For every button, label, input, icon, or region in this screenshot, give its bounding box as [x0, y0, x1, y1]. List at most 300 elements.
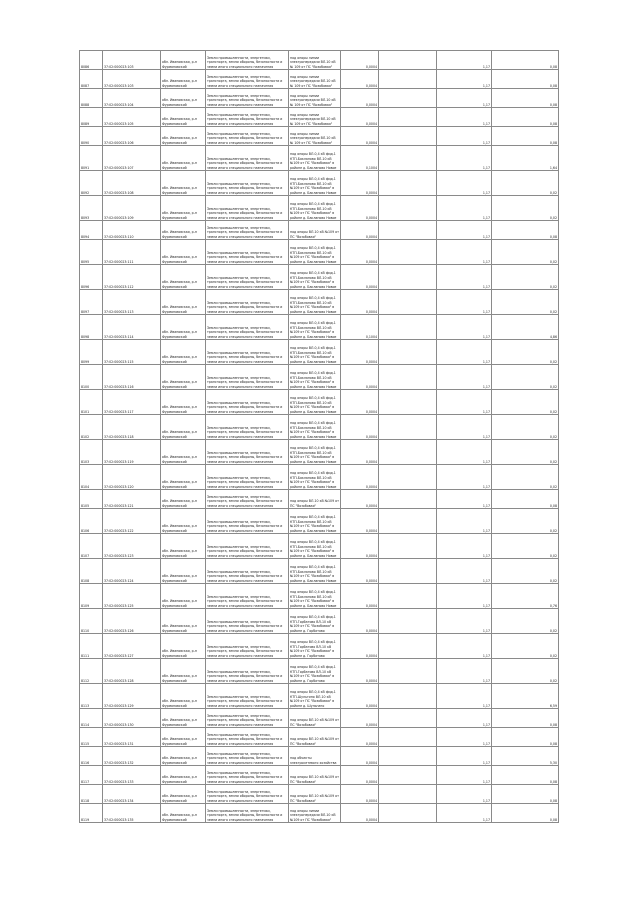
object-description: под опоры ВЛ-10 кВ №109 от ПС "Возобовая" — [289, 709, 341, 728]
cadastral-number: 37:02:000023:127 — [103, 634, 161, 659]
tax-value: 0,08 — [492, 490, 559, 509]
rate-value: 1,17 — [437, 240, 492, 265]
rate-value: 1,17 — [437, 747, 492, 766]
row-number: 8115 — [80, 728, 103, 747]
area-value: 0,0004 — [341, 340, 379, 365]
empty-cell — [379, 290, 437, 315]
table-row — [80, 804, 559, 823]
area-value: 0,0004 — [341, 70, 379, 89]
cadastral-number: 37:02:000023:103 — [103, 70, 161, 89]
object-description: под опоры ВЛ-10 кВ №109 от ПС "Возобовая" — [289, 728, 341, 747]
area-value: 0,1004 — [341, 146, 379, 171]
tax-value: 0,08 — [492, 108, 559, 127]
area-value: 0,0004 — [341, 51, 379, 70]
area-value: 0,0004 — [341, 440, 379, 465]
land-category: Земли промышленности, энергетики, транспорта, земли обороны, безопасности и земли иного специального назначения — [206, 51, 289, 70]
tax-value: 0,02 — [492, 390, 559, 415]
empty-cell — [379, 390, 437, 415]
object-description: под опоры ВЛ-0,4 кВ фид.1 КТП-Бакланово ВЛ-10 кВ №109 от ПС "Возобовая" в районе д. Бакланово Новое — [289, 365, 341, 390]
address: обл. Ивановская, р-н Фурмановский — [161, 747, 206, 766]
land-category: Земли промышленности, энергетики, транспорта, земли обороны, безопасности и земли иного специального назначения — [206, 70, 289, 89]
row-number: 8089 — [80, 108, 103, 127]
empty-cell — [379, 171, 437, 196]
tax-value: 0,08 — [492, 804, 559, 823]
address: обл. Ивановская, р-н Фурмановский — [161, 684, 206, 709]
row-number: 8096 — [80, 265, 103, 290]
area-value: 0,1004 — [341, 315, 379, 340]
row-number: 8095 — [80, 240, 103, 265]
row-number: 8093 — [80, 196, 103, 221]
tax-value: 0,76 — [492, 584, 559, 609]
empty-cell — [379, 365, 437, 390]
land-category: Земли промышленности, энергетики, транспорта, земли обороны, безопасности и земли иного специального назначения — [206, 804, 289, 823]
empty-cell — [379, 659, 437, 684]
row-number: 8092 — [80, 171, 103, 196]
land-category: Земли промышленности, энергетики, транспорта, земли обороны, безопасности и земли иного специального назначения — [206, 766, 289, 785]
empty-cell — [379, 240, 437, 265]
row-number: 8097 — [80, 290, 103, 315]
row-number: 8116 — [80, 747, 103, 766]
empty-cell — [379, 127, 437, 146]
table-row — [80, 146, 559, 171]
object-description: под опоры линии электропередачи ВЛ-10 кВ № 109 от ПС "Возобовая" — [289, 108, 341, 127]
tax-value: 0,02 — [492, 440, 559, 465]
empty-cell — [379, 70, 437, 89]
cadastral-number: 37:02:000023:110 — [103, 221, 161, 240]
row-number: 8086 — [80, 51, 103, 70]
land-category: Земли промышленности, энергетики, транспорта, земли обороны, безопасности и земли иного специального назначения — [206, 728, 289, 747]
rate-value: 1,17 — [437, 634, 492, 659]
tax-value: 4,86 — [492, 315, 559, 340]
address: обл. Ивановская, р-н Фурмановский — [161, 490, 206, 509]
tax-value: 0,02 — [492, 634, 559, 659]
cadastral-number: 37:02:000023:105 — [103, 108, 161, 127]
empty-cell — [379, 804, 437, 823]
address: обл. Ивановская, р-н Фурмановский — [161, 609, 206, 634]
empty-cell — [379, 440, 437, 465]
table-row — [80, 265, 559, 290]
cadastral-number: 37:02:000023:117 — [103, 390, 161, 415]
object-description: под опоры ВЛ-10 кВ №109 от ПС "Возобовая" — [289, 766, 341, 785]
area-value: 0,0004 — [341, 196, 379, 221]
empty-cell — [379, 609, 437, 634]
land-category: Земли промышленности, энергетики, транспорта, земли обороны, безопасности и земли иного специального назначения — [206, 709, 289, 728]
address: обл. Ивановская, р-н Фурмановский — [161, 108, 206, 127]
rate-value: 1,17 — [437, 315, 492, 340]
cadastral-number: 37:02:000023:115 — [103, 340, 161, 365]
table-row — [80, 70, 559, 89]
cadastral-number: 37:02:000023:123 — [103, 534, 161, 559]
land-category: Земли промышленности, энергетики, транспорта, земли обороны, безопасности и земли иного специального назначения — [206, 634, 289, 659]
row-number: 8104 — [80, 465, 103, 490]
empty-cell — [379, 108, 437, 127]
land-category: Земли промышленности, энергетики, транспорта, земли обороны, безопасности и земли иного специального назначения — [206, 490, 289, 509]
rate-value: 1,17 — [437, 584, 492, 609]
tax-value: 0,08 — [492, 709, 559, 728]
row-number: 8098 — [80, 315, 103, 340]
table-row — [80, 221, 559, 240]
rate-value: 1,17 — [437, 390, 492, 415]
land-category: Земли промышленности, энергетики, транспорта, земли обороны, безопасности и земли иного специального назначения — [206, 785, 289, 804]
land-category: Земли промышленности, энергетики, транспорта, земли обороны, безопасности и земли иного специального назначения — [206, 509, 289, 534]
address: обл. Ивановская, р-н Фурмановский — [161, 365, 206, 390]
tax-value: 0,08 — [492, 766, 559, 785]
table-row — [80, 390, 559, 415]
table-row — [80, 196, 559, 221]
land-category: Земли промышленности, энергетики, транспорта, земли обороны, безопасности и земли иного специального назначения — [206, 108, 289, 127]
tax-value: 1,64 — [492, 146, 559, 171]
table-row — [80, 766, 559, 785]
tax-value: 0,02 — [492, 365, 559, 390]
cadastral-number: 37:02:000023:111 — [103, 240, 161, 265]
object-description: под опоры ВЛ-0,4 кВ фид.1 КТП-Бакланово ВЛ-10 кВ №109 от ПС "Возобовая" в районе д. Бакланово Новое — [289, 196, 341, 221]
tax-value: 0,02 — [492, 534, 559, 559]
tax-value: 0,02 — [492, 196, 559, 221]
empty-cell — [379, 265, 437, 290]
rate-value: 1,17 — [437, 766, 492, 785]
tax-value: 0,08 — [492, 70, 559, 89]
row-number: 8091 — [80, 146, 103, 171]
land-category: Земли промышленности, энергетики, транспорта, земли обороны, безопасности и земли иного специального назначения — [206, 290, 289, 315]
cadastral-number: 37:02:000023:133 — [103, 766, 161, 785]
address: обл. Ивановская, р-н Фурмановский — [161, 465, 206, 490]
empty-cell — [379, 584, 437, 609]
cadastral-number: 37:02:000023:125 — [103, 584, 161, 609]
area-value: 0,0004 — [341, 659, 379, 684]
address: обл. Ивановская, р-н Фурмановский — [161, 221, 206, 240]
rate-value: 1,17 — [437, 146, 492, 171]
rate-value: 1,17 — [437, 659, 492, 684]
table-row — [80, 509, 559, 534]
row-number: 8088 — [80, 89, 103, 108]
address: обл. Ивановская, р-н Фурмановский — [161, 390, 206, 415]
table-row — [80, 785, 559, 804]
rate-value: 1,17 — [437, 490, 492, 509]
row-number: 8094 — [80, 221, 103, 240]
cadastral-number: 37:02:000023:118 — [103, 415, 161, 440]
rate-value: 1,17 — [437, 509, 492, 534]
empty-cell — [379, 465, 437, 490]
rate-value: 1,17 — [437, 804, 492, 823]
address: обл. Ивановская, р-н Фурмановский — [161, 240, 206, 265]
object-description: под опоры линии электропередачи ВЛ-10 кВ №109 от ПС "Возобовая" — [289, 804, 341, 823]
object-description: под опоры ВЛ-0,4 кВ фид.1 КТП-Бакланово ВЛ-10 кВ №109 от ПС "Возобовая" в районе д. Бакланово Новое — [289, 340, 341, 365]
rate-value: 1,17 — [437, 684, 492, 709]
empty-cell — [379, 766, 437, 785]
row-number: 8113 — [80, 684, 103, 709]
tax-value: 5,30 — [492, 747, 559, 766]
address: обл. Ивановская, р-н Фурмановский — [161, 340, 206, 365]
address: обл. Ивановская, р-н Фурмановский — [161, 196, 206, 221]
object-description: под опоры ВЛ-0,4 кВ фид.1 КТП-Горбатово ВЛ-10 кВ №109 от ПС "Возобовая" в районе д. Горбатово — [289, 609, 341, 634]
row-number: 8106 — [80, 509, 103, 534]
area-value: 0,0004 — [341, 785, 379, 804]
cadastral-number: 37:02:000023:135 — [103, 804, 161, 823]
land-category: Земли промышленности, энергетики, транспорта, земли обороны, безопасности и земли иного специального назначения — [206, 609, 289, 634]
area-value: 0,0004 — [341, 634, 379, 659]
land-category: Земли промышленности, энергетики, транспорта, земли обороны, безопасности и земли иного специального назначения — [206, 340, 289, 365]
land-category: Земли промышленности, энергетики, транспорта, земли обороны, безопасности и земли иного специального назначения — [206, 465, 289, 490]
rate-value: 1,17 — [437, 340, 492, 365]
address: обл. Ивановская, р-н Фурмановский — [161, 290, 206, 315]
rate-value: 1,17 — [437, 785, 492, 804]
rate-value: 1,17 — [437, 196, 492, 221]
area-value: 0,0004 — [341, 609, 379, 634]
table-row — [80, 89, 559, 108]
object-description: под опоры ВЛ-0,4 кВ фид.1 КТП-Шульгино ВЛ-10 кВ №109 от ПС "Возобовая" в районе д. Шульгино — [289, 684, 341, 709]
tax-value: 0,02 — [492, 240, 559, 265]
table-row — [80, 534, 559, 559]
area-value: 0,0004 — [341, 221, 379, 240]
table-row — [80, 559, 559, 584]
address: обл. Ивановская, р-н Фурмановский — [161, 509, 206, 534]
cadastral-number: 37:02:000023:104 — [103, 89, 161, 108]
cadastral-number: 37:02:000023:131 — [103, 728, 161, 747]
tax-value: 0,02 — [492, 290, 559, 315]
cadastral-number: 37:02:000023:107 — [103, 146, 161, 171]
address: обл. Ивановская, р-н Фурмановский — [161, 804, 206, 823]
empty-cell — [379, 728, 437, 747]
land-category: Земли промышленности, энергетики, транспорта, земли обороны, безопасности и земли иного специального назначения — [206, 171, 289, 196]
land-category: Земли промышленности, энергетики, транспорта, земли обороны, безопасности и земли иного специального назначения — [206, 415, 289, 440]
address: обл. Ивановская, р-н Фурмановский — [161, 146, 206, 171]
table-row — [80, 108, 559, 127]
rate-value: 1,17 — [437, 265, 492, 290]
cadastral-number: 37:02:000023:103 — [103, 51, 161, 70]
area-value: 0,0004 — [341, 89, 379, 108]
object-description: под опоры ВЛ-0,4 кВ фид.1 КТП-Бакланово ВЛ-10 кВ №109 от ПС "Возобовая" в районе д. Бакланово Новое — [289, 584, 341, 609]
table-row — [80, 127, 559, 146]
row-number: 8119 — [80, 804, 103, 823]
table-row — [80, 51, 559, 70]
empty-cell — [379, 89, 437, 108]
empty-cell — [379, 315, 437, 340]
cadastral-number: 37:02:000023:132 — [103, 747, 161, 766]
cadastral-number: 37:02:000023:120 — [103, 465, 161, 490]
tax-value: 0,02 — [492, 609, 559, 634]
address: обл. Ивановская, р-н Фурмановский — [161, 766, 206, 785]
tax-value: 0,02 — [492, 171, 559, 196]
table-row — [80, 415, 559, 440]
area-value: 0,0004 — [341, 534, 379, 559]
empty-cell — [379, 634, 437, 659]
object-description: под опоры ВЛ-0,4 кВ фид.1 КТП-Бакланово ВЛ-10 кВ №109 от ПС "Возобовая" в районе д. Бакланово Новое — [289, 559, 341, 584]
area-value: 0,0004 — [341, 108, 379, 127]
empty-cell — [379, 709, 437, 728]
object-description: под опоры ВЛ-0,4 кВ фид.1 КТП-Бакланово ВЛ-10 кВ №109 от ПС "Возобовая" в районе д. Бакланово Новое — [289, 171, 341, 196]
table-row — [80, 634, 559, 659]
address: обл. Ивановская, р-н Фурмановский — [161, 440, 206, 465]
table-row — [80, 709, 559, 728]
area-value: 0,0004 — [341, 559, 379, 584]
area-value: 0,0004 — [341, 804, 379, 823]
cadastral-number: 37:02:000023:106 — [103, 127, 161, 146]
row-number: 8107 — [80, 534, 103, 559]
rate-value: 1,17 — [437, 89, 492, 108]
row-number: 8087 — [80, 70, 103, 89]
area-value: 0,0004 — [341, 290, 379, 315]
tax-value: 0,02 — [492, 465, 559, 490]
area-value: 0,0004 — [341, 171, 379, 196]
object-description: под опоры ВЛ-0,4 кВ фид.1 КТП-Бакланово ВЛ-10 кВ №109 от ПС "Возобовая" в районе д. Бакланово Новое — [289, 509, 341, 534]
rate-value: 1,17 — [437, 609, 492, 634]
row-number: 8111 — [80, 634, 103, 659]
empty-cell — [379, 534, 437, 559]
rate-value: 1,17 — [437, 108, 492, 127]
rate-value: 1,17 — [437, 559, 492, 584]
area-value: 0,0004 — [341, 465, 379, 490]
land-category: Земли промышленности, энергетики, транспорта, земли обороны, безопасности и земли иного специального назначения — [206, 747, 289, 766]
tax-value: 0,08 — [492, 221, 559, 240]
cadastral-number: 37:02:000023:128 — [103, 659, 161, 684]
row-number: 8114 — [80, 709, 103, 728]
rate-value: 1,17 — [437, 51, 492, 70]
area-value: 0,0004 — [341, 509, 379, 534]
land-category: Земли промышленности, энергетики, транспорта, земли обороны, безопасности и земли иного специального назначения — [206, 684, 289, 709]
object-description: под опоры ВЛ-0,4 кВ фид.1 КТП-Бакланово ВЛ-10 кВ №109 от ПС "Возобовая" в районе д. Бакланово Новое — [289, 465, 341, 490]
area-value: 0,0004 — [341, 684, 379, 709]
cadastral-number: 37:02:000023:126 — [103, 609, 161, 634]
tax-value: 0,02 — [492, 265, 559, 290]
row-number: 8102 — [80, 415, 103, 440]
object-description: под опоры ВЛ-0,4 кВ фид.1 КТП-Бакланово ВЛ-10 кВ №109 от ПС "Возобовая" в районе д. Бакланово Новое — [289, 390, 341, 415]
object-description: под опоры ВЛ-0,4 кВ фид.1 КТП-Бакланово ВЛ-10 кВ №109 от ПС "Возобовая" в районе д. Бакланово Новое — [289, 265, 341, 290]
empty-cell — [379, 340, 437, 365]
row-number: 8109 — [80, 584, 103, 609]
object-description: под опоры ВЛ-10 кВ №109 от ПС "Возобовая" — [289, 490, 341, 509]
land-category: Земли промышленности, энергетики, транспорта, земли обороны, безопасности и земли иного специального назначения — [206, 534, 289, 559]
area-value: 0,0004 — [341, 490, 379, 509]
empty-cell — [379, 509, 437, 534]
cadastral-number: 37:02:000023:130 — [103, 709, 161, 728]
address: обл. Ивановская, р-н Фурмановский — [161, 89, 206, 108]
rate-value: 1,17 — [437, 534, 492, 559]
table-row — [80, 340, 559, 365]
table-row — [80, 747, 559, 766]
address: обл. Ивановская, р-н Фурмановский — [161, 584, 206, 609]
table-row — [80, 440, 559, 465]
tax-value: 0,02 — [492, 659, 559, 684]
area-value: 0,0004 — [341, 365, 379, 390]
object-description: под опоры ВЛ-0,4 кВ фид.1 КТП-Бакланово ВЛ-10 кВ №109 от ПС "Возобовая" в районе д. Бакланово Новое — [289, 290, 341, 315]
land-tax-table — [79, 50, 559, 823]
address: обл. Ивановская, р-н Фурмановский — [161, 70, 206, 89]
area-value: 0,0004 — [341, 127, 379, 146]
address: обл. Ивановская, р-н Фурмановский — [161, 659, 206, 684]
table-row — [80, 584, 559, 609]
table-row — [80, 315, 559, 340]
object-description: под опоры ВЛ-0,4 кВ фид.1 КТП-Горбатово ВЛ-10 кВ №109 от ПС "Возобовая" в районе д. Горбатово — [289, 659, 341, 684]
empty-cell — [379, 490, 437, 509]
land-category: Земли промышленности, энергетики, транспорта, земли обороны, безопасности и земли иного специального назначения — [206, 89, 289, 108]
address: обл. Ивановская, р-н Фурмановский — [161, 559, 206, 584]
cadastral-number: 37:02:000023:122 — [103, 509, 161, 534]
object-description: под опоры линии электропередачи ВЛ-10 кВ № 109 от ПС "Возобовая" — [289, 89, 341, 108]
land-category: Земли промышленности, энергетики, транспорта, земли обороны, безопасности и земли иного специального назначения — [206, 365, 289, 390]
cadastral-number: 37:02:000023:121 — [103, 490, 161, 509]
cadastral-number: 37:02:000023:124 — [103, 559, 161, 584]
cadastral-number: 37:02:000023:116 — [103, 365, 161, 390]
land-category: Земли промышленности, энергетики, транспорта, земли обороны, безопасности и земли иного специального назначения — [206, 240, 289, 265]
land-category: Земли промышленности, энергетики, транспорта, земли обороны, безопасности и земли иного специального назначения — [206, 196, 289, 221]
land-category: Земли промышленности, энергетики, транспорта, земли обороны, безопасности и земли иного специального назначения — [206, 221, 289, 240]
row-number: 8101 — [80, 390, 103, 415]
row-number: 8112 — [80, 659, 103, 684]
object-description: под опоры ВЛ-0,4 кВ фид.1 КТП-Бакланово ВЛ-10 кВ №109 от ПС "Возобовая" в районе д. Бакланово Новое — [289, 440, 341, 465]
address: обл. Ивановская, р-н Фурмановский — [161, 315, 206, 340]
land-category: Земли промышленности, энергетики, транспорта, земли обороны, безопасности и земли иного специального назначения — [206, 559, 289, 584]
row-number: 8105 — [80, 490, 103, 509]
rate-value: 1,17 — [437, 415, 492, 440]
object-description: под объекты электросетевого хозяйства — [289, 747, 341, 766]
object-description: под опоры ВЛ-0,4 кВ фид.1 КТП-Бакланово ВЛ-10 кВ №109 от ПС "Возобовая" в районе д. Бакланово Новое — [289, 146, 341, 171]
row-number: 8090 — [80, 127, 103, 146]
empty-cell — [379, 51, 437, 70]
empty-cell — [379, 785, 437, 804]
rate-value: 1,17 — [437, 171, 492, 196]
tax-value: 0,08 — [492, 51, 559, 70]
land-category: Земли промышленности, энергетики, транспорта, земли обороны, безопасности и земли иного специального назначения — [206, 265, 289, 290]
tax-value: 0,08 — [492, 127, 559, 146]
cadastral-number: 37:02:000023:108 — [103, 171, 161, 196]
area-value: 0,0004 — [341, 709, 379, 728]
row-number: 8103 — [80, 440, 103, 465]
rate-value: 1,17 — [437, 127, 492, 146]
table-row — [80, 240, 559, 265]
area-value: 0,0004 — [341, 747, 379, 766]
address: обл. Ивановская, р-н Фурмановский — [161, 265, 206, 290]
tax-value: 0,02 — [492, 415, 559, 440]
empty-cell — [379, 415, 437, 440]
table-row — [80, 728, 559, 747]
object-description: под опоры ВЛ-0,4 кВ фид.1 КТП-Бакланово ВЛ-10 кВ №109 от ПС "Возобовая" в районе д. Бакланово Новое — [289, 240, 341, 265]
address: обл. Ивановская, р-н Фурмановский — [161, 634, 206, 659]
land-category: Земли промышленности, энергетики, транспорта, земли обороны, безопасности и земли иного специального назначения — [206, 659, 289, 684]
land-category: Земли промышленности, энергетики, транспорта, земли обороны, безопасности и земли иного специального назначения — [206, 390, 289, 415]
table-row — [80, 171, 559, 196]
address: обл. Ивановская, р-н Фурмановский — [161, 51, 206, 70]
object-description: под опоры ВЛ-0,4 кВ фид.1 КТП-Горбатово ВЛ-10 кВ №109 от ПС "Возобовая" в районе д. Горбатово — [289, 634, 341, 659]
table-row — [80, 290, 559, 315]
rate-value: 1,17 — [437, 465, 492, 490]
empty-cell — [379, 146, 437, 171]
object-description: под опоры линии электропередачи ВЛ-10 кВ № 109 от ПС "Возобовая" — [289, 127, 341, 146]
cadastral-number: 37:02:000023:119 — [103, 440, 161, 465]
row-number: 8110 — [80, 609, 103, 634]
address: обл. Ивановская, р-н Фурмановский — [161, 127, 206, 146]
land-category: Земли промышленности, энергетики, транспорта, земли обороны, безопасности и земли иного специального назначения — [206, 146, 289, 171]
rate-value: 1,17 — [437, 440, 492, 465]
table-body — [80, 51, 559, 823]
area-value: 0,0004 — [341, 240, 379, 265]
rate-value: 1,17 — [437, 290, 492, 315]
cadastral-number: 37:02:000023:113 — [103, 290, 161, 315]
empty-cell — [379, 196, 437, 221]
area-value: 0,0004 — [341, 265, 379, 290]
row-number: 8099 — [80, 340, 103, 365]
address: обл. Ивановская, р-н Фурмановский — [161, 785, 206, 804]
object-description: под опоры ВЛ-10 кВ №109 от ПС "Возобовая" — [289, 221, 341, 240]
object-description: под опоры ВЛ-10 кВ №109 от ПС "Возобовая" — [289, 785, 341, 804]
rate-value: 1,17 — [437, 365, 492, 390]
address: обл. Ивановская, р-н Фурмановский — [161, 709, 206, 728]
area-value: 0,0004 — [341, 415, 379, 440]
cadastral-number: 37:02:000023:134 — [103, 785, 161, 804]
object-description: под опоры ВЛ-0,4 кВ фид.1 КТП-Бакланово ВЛ-10 кВ №109 от ПС "Возобовая" в районе д. Бакланово Новое — [289, 534, 341, 559]
rate-value: 1,17 — [437, 709, 492, 728]
cadastral-number: 37:02:000023:109 — [103, 196, 161, 221]
address: обл. Ивановская, р-н Фурмановский — [161, 728, 206, 747]
